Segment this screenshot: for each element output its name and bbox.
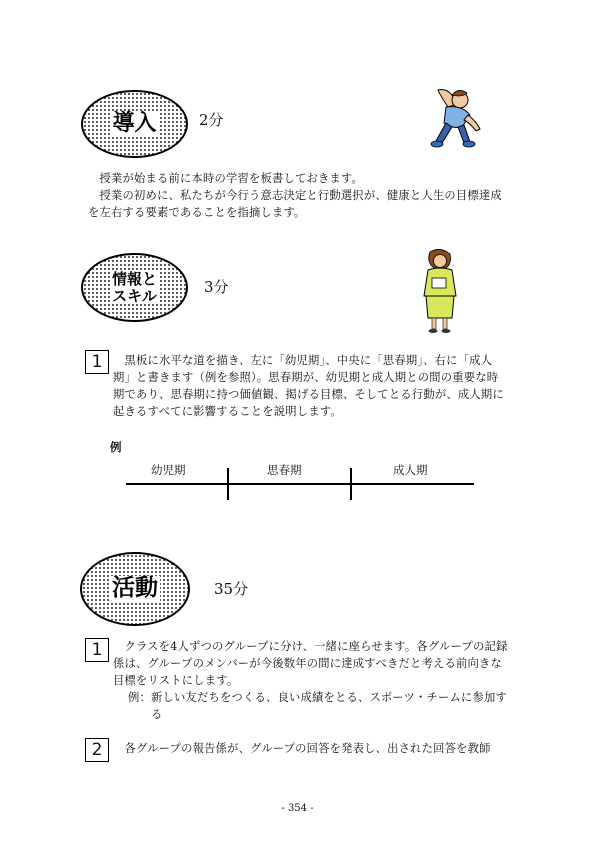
timeline-label-adolescence: 思春期 <box>267 463 302 477</box>
activity-step-1-text: クラスを4人ずつのグループに分け、一緒に座らせます。各グループの記録係は、グループのメンバーが今後数年の間に達成すべきだと考える前向きな目標をリストにします。 <box>113 640 508 687</box>
activity-title: 活動 <box>112 575 158 602</box>
intro-text <box>88 170 508 221</box>
skills-title-line-2: スキル <box>112 286 157 305</box>
teacher-illustration <box>412 248 468 334</box>
exercising-person-illustration <box>410 85 490 150</box>
activity-example-prefix: 例： <box>128 691 151 704</box>
example-label: 例 <box>110 440 122 454</box>
activity-header-oval <box>80 552 190 626</box>
intro-title: 導入 <box>112 110 157 136</box>
intro-paragraph-2: 授業の初めに、私たちが今行う意志決定と行動選択が、健康と人生の目標達成を左右する要素であることを指摘します。 <box>88 189 502 219</box>
activity-step-2-text: 各グループの報告係が、グループの回答を発表し、出された回答を教師 <box>113 742 491 755</box>
skills-header-oval <box>81 253 188 322</box>
timeline-label-adulthood: 成人期 <box>393 463 428 477</box>
timeline-road <box>120 466 480 506</box>
intro-time: 2分 <box>199 111 224 129</box>
activity-time: 35分 <box>214 580 249 598</box>
skills-step-1-number: 1 <box>85 350 109 374</box>
timeline-label-infancy: 幼児期 <box>151 463 186 477</box>
activity-step-2-number: 2 <box>85 738 109 762</box>
activity-step-1-number: 1 <box>85 638 109 662</box>
skills-title-line-1: 情報と <box>111 270 157 288</box>
page-number: - 354 - <box>281 803 314 814</box>
skills-time: 3分 <box>204 278 229 296</box>
intro-paragraph-1: 授業が始まる前に本時の学習を板書しておきます。 <box>88 172 364 185</box>
activity-example-text: 新しい友だちをつくる、良い成績をとる、スポーツ・チームに参加する <box>151 691 507 721</box>
intro-header-oval <box>81 90 188 158</box>
skills-step-1-text: 黒板に水平な道を描き、左に「幼児期」、中央に「思春期」、右に「成人期」と書きます（例を参照）。思春期が、幼児期と成人期との間の重要な時期であり、思春期に持つ価値観、掲げる目標、そしてとる行動が、成人期に起きるすべてに影響することを説明します。 <box>113 354 504 418</box>
skills-title <box>110 271 159 304</box>
activity-step-1-example <box>128 689 508 723</box>
